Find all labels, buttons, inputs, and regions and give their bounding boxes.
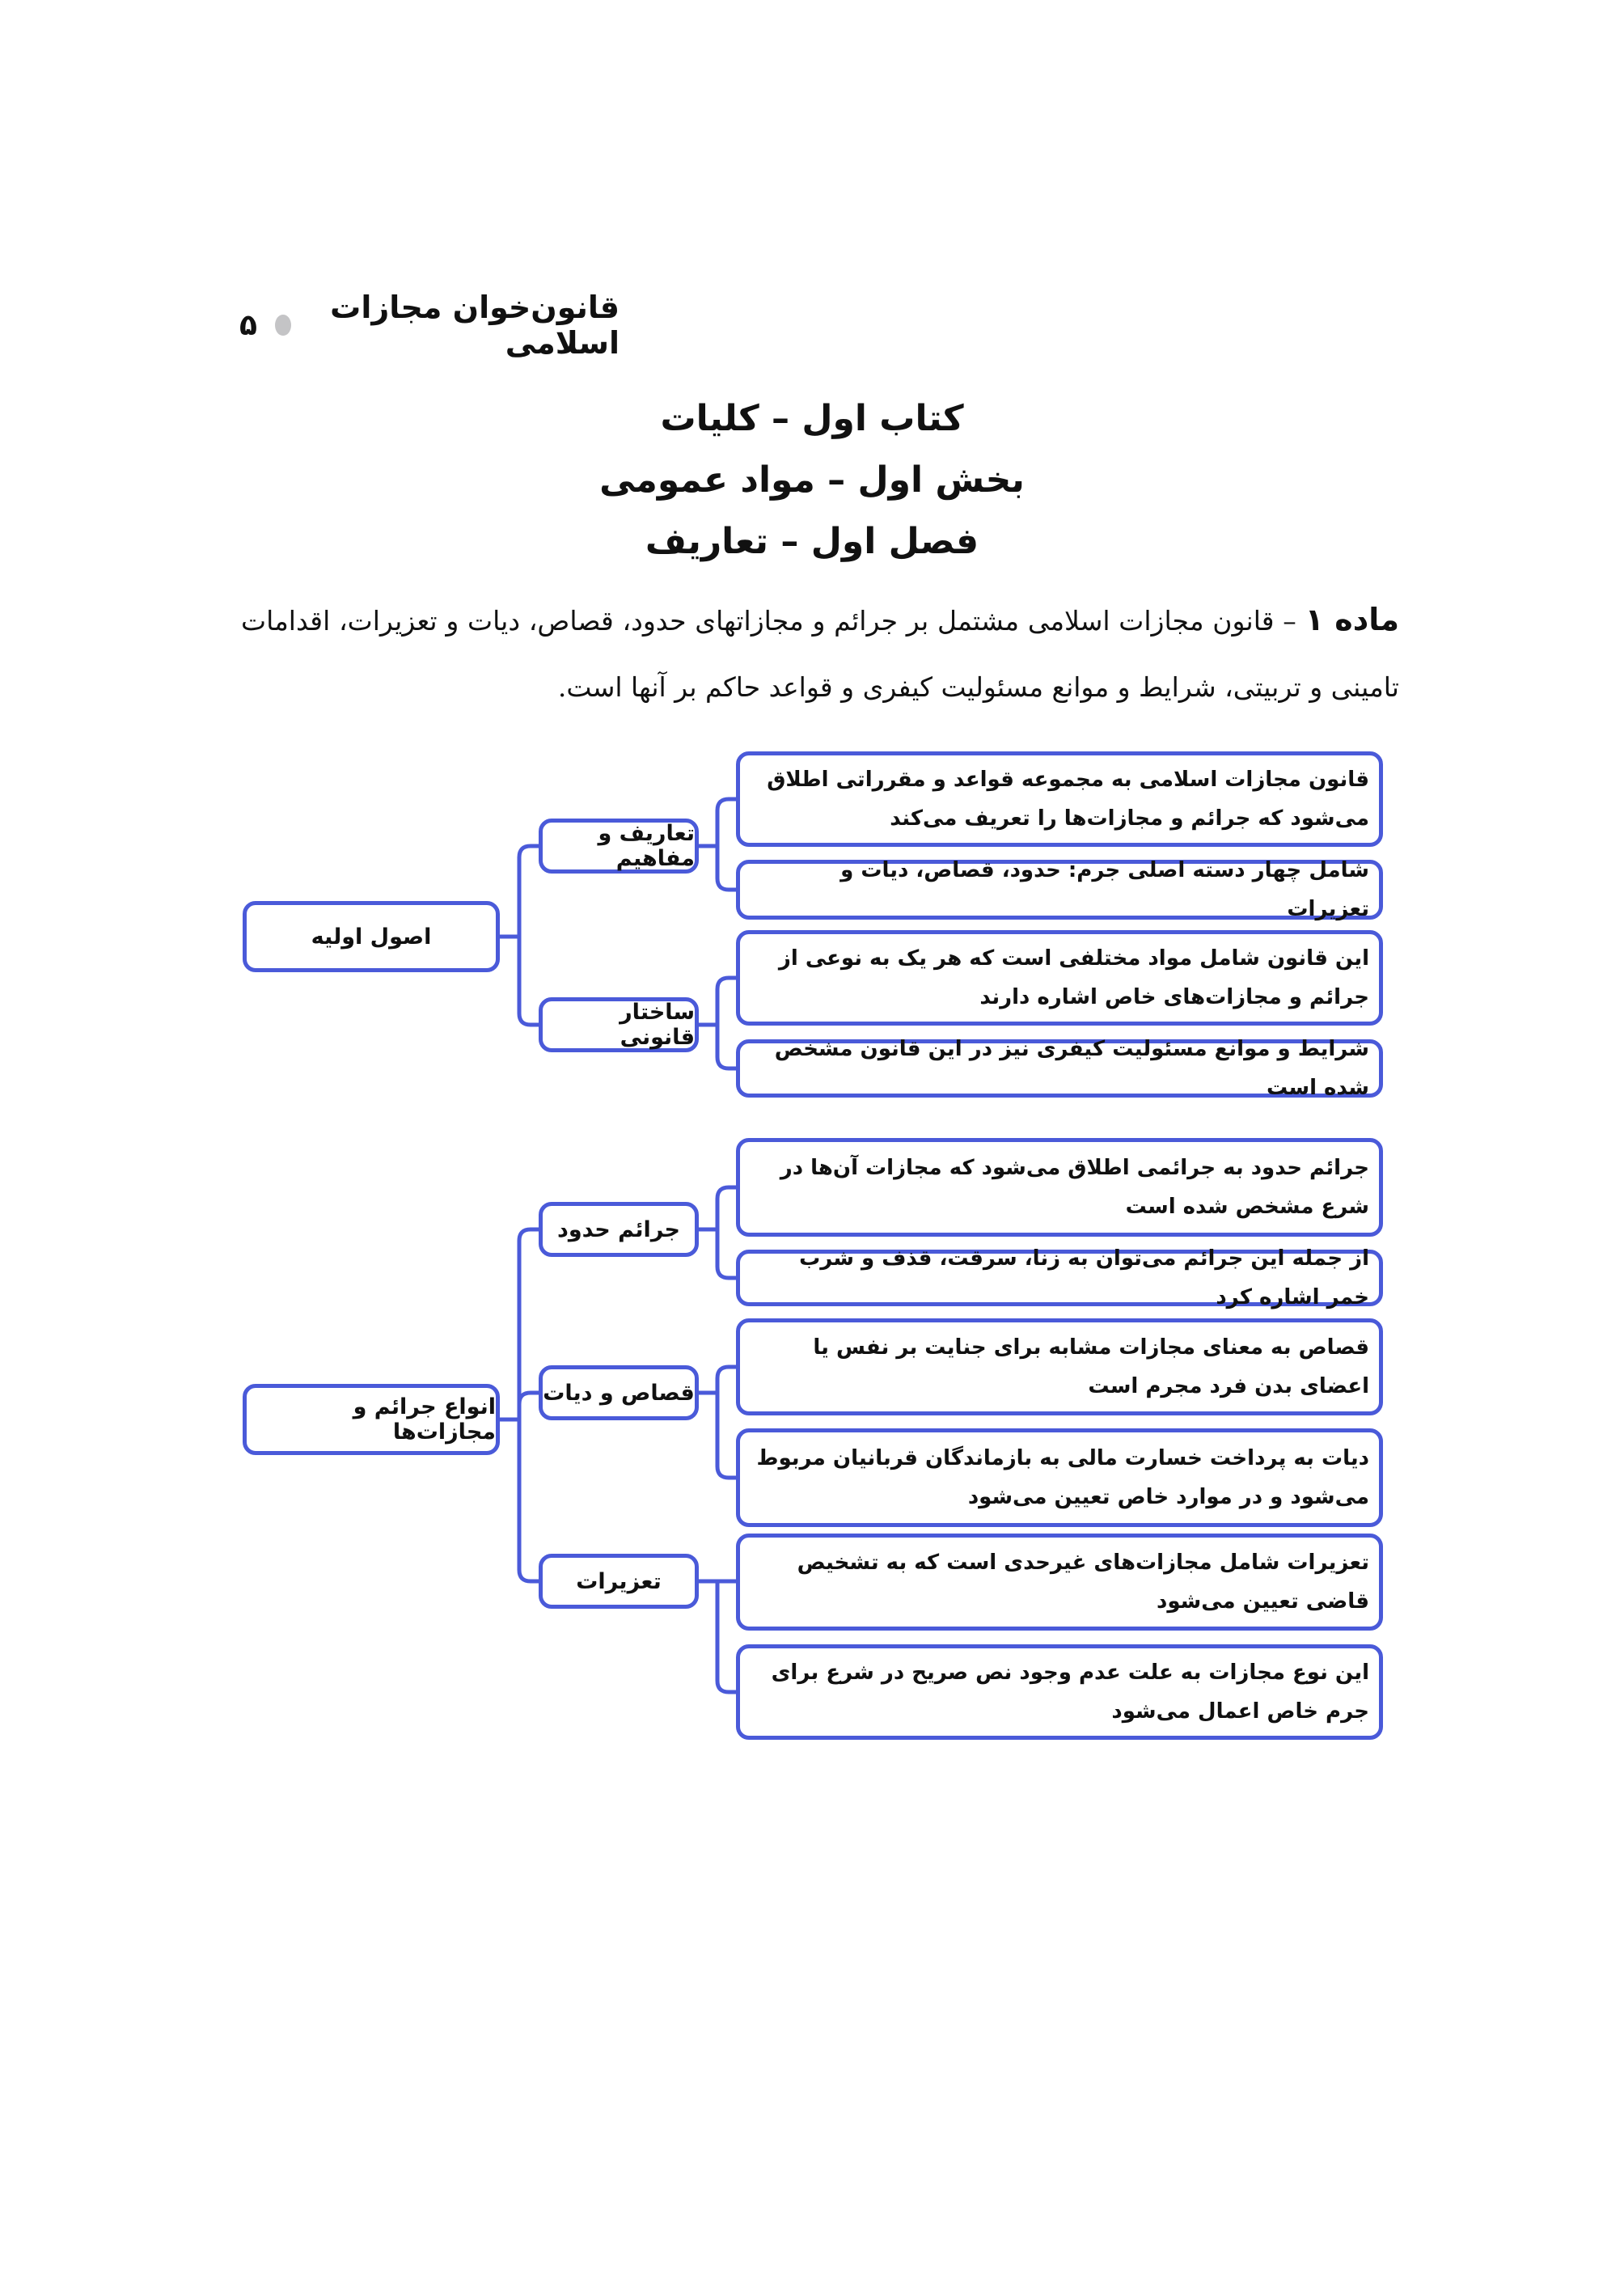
leaf-text: از جمله این جرائم می‌توان به زنا، سرقت، قذف و شرب خمر اشاره کرد <box>799 1246 1369 1309</box>
page-number: ۵ <box>239 308 257 342</box>
branch-connector-link <box>717 1393 736 1478</box>
node-label: انواع جرائم و مجازات‌ها <box>353 1394 496 1445</box>
leaf-text: شرایط و موانع مسئولیت کیفری نیز در این قانون مشخص شده است <box>774 1037 1369 1100</box>
section-headings <box>0 388 1624 573</box>
root-connector-link <box>519 846 539 937</box>
node-label: تعاریف و مفاهیم <box>598 821 695 871</box>
branch-connector-link <box>717 1229 736 1278</box>
running-header <box>239 290 620 361</box>
branch-connector-link <box>717 978 736 1025</box>
leaf-text: دیات به پرداخت خسارت مالی به بازماندگان قربانیان مربوط می‌شود و در موارد خاص تعیین می‌شود <box>756 1446 1369 1509</box>
mindmap-leaf <box>736 930 1383 1026</box>
root-connector-link <box>519 1393 539 1419</box>
mindmap-leaf <box>736 1138 1383 1237</box>
book-title: قانون‌خوان مجازات اسلامی <box>330 290 620 361</box>
root-connector-link <box>519 937 539 1025</box>
leaf-text: این نوع مجازات به علت عدم وجود نص صریح در شرع برای جرم خاص اعمال می‌شود <box>771 1661 1369 1724</box>
mindmap-root-crime-types <box>243 1384 500 1455</box>
mindmap-root-basic-principles <box>243 901 500 972</box>
article-number: ماده ۱ <box>1305 602 1399 637</box>
branch-connector-link <box>717 1187 736 1229</box>
leaf-text: قانون مجازات اسلامی به مجموعه قواعد و مقرراتی اطلاق می‌شود که جرائم و مجازات‌ها را تعریف می‌کند <box>767 768 1369 831</box>
branch-connector-link <box>717 846 736 890</box>
node-label: قصاص و دیات <box>543 1380 695 1406</box>
root-connector-link <box>519 1419 539 1581</box>
leaf-text: تعزیرات شامل مجازات‌های غیرحدی است که به تشخیص قاضی تعیین می‌شود <box>797 1551 1369 1614</box>
mindmap-leaf <box>736 1644 1383 1740</box>
mindmap-leaf <box>736 751 1383 847</box>
branch-connector-link <box>717 1025 736 1068</box>
mindmap-leaf <box>736 1039 1383 1098</box>
mindmap-branch-definitions <box>539 819 699 874</box>
mindmap-branch-hudud <box>539 1202 699 1257</box>
node-label: جرائم حدود <box>557 1216 680 1242</box>
chapter-heading: فصل اول – تعاریف <box>645 521 979 562</box>
part-heading: بخش اول – مواد عمومی <box>599 459 1025 501</box>
leaf-text: قصاص به معنای مجازات مشابه برای جنایت بر نفس یا اعضای بدن فرد مجرم است <box>813 1335 1369 1398</box>
node-label: اصول اولیه <box>311 924 432 950</box>
bullet-dot-icon <box>275 315 291 336</box>
leaf-text: جرائم حدود به جرائمی اطلاق می‌شود که مجازات آن‌ها در شرع مشخص شده است <box>780 1156 1369 1219</box>
mindmap-leaf <box>736 1534 1383 1631</box>
leaf-text: این قانون شامل مواد مختلفی است که هر یک به نوعی از جرائم و مجازات‌های خاص اشاره دارند <box>778 946 1369 1009</box>
branch-connector-link <box>717 799 736 846</box>
node-label: تعزیرات <box>576 1568 662 1594</box>
mindmap-leaf <box>736 1318 1383 1415</box>
article-text: – قانون مجازات اسلامی مشتمل بر جرائم و مجازاتهای حدود، قصاص، دیات و تعزیرات، اقدامات تامینی و تربیتی، شرایط و موانع مسئولیت کیفری و قواعد حاکم بر آنها است. <box>241 605 1399 703</box>
node-label: ساختار قانونی <box>620 1000 695 1050</box>
mindmap-branch-qisas-diyat <box>539 1365 699 1420</box>
branch-connector-link <box>717 1581 736 1692</box>
mindmap-branch-legal-structure <box>539 997 699 1052</box>
article-1 <box>241 586 1399 721</box>
branch-connector-link <box>717 1367 736 1393</box>
mindmap-leaf <box>736 1246 1383 1309</box>
book-heading: کتاب اول – کلیات <box>660 398 964 439</box>
mindmap-leaf <box>736 1428 1383 1527</box>
mindmap-branch-tazirat <box>539 1554 699 1609</box>
leaf-text: شامل چهار دسته اصلی جرم: حدود، قصاص، دیات و تعزیرات <box>840 858 1369 921</box>
root-connector-link <box>519 1229 539 1419</box>
mindmap-leaf <box>736 860 1383 920</box>
